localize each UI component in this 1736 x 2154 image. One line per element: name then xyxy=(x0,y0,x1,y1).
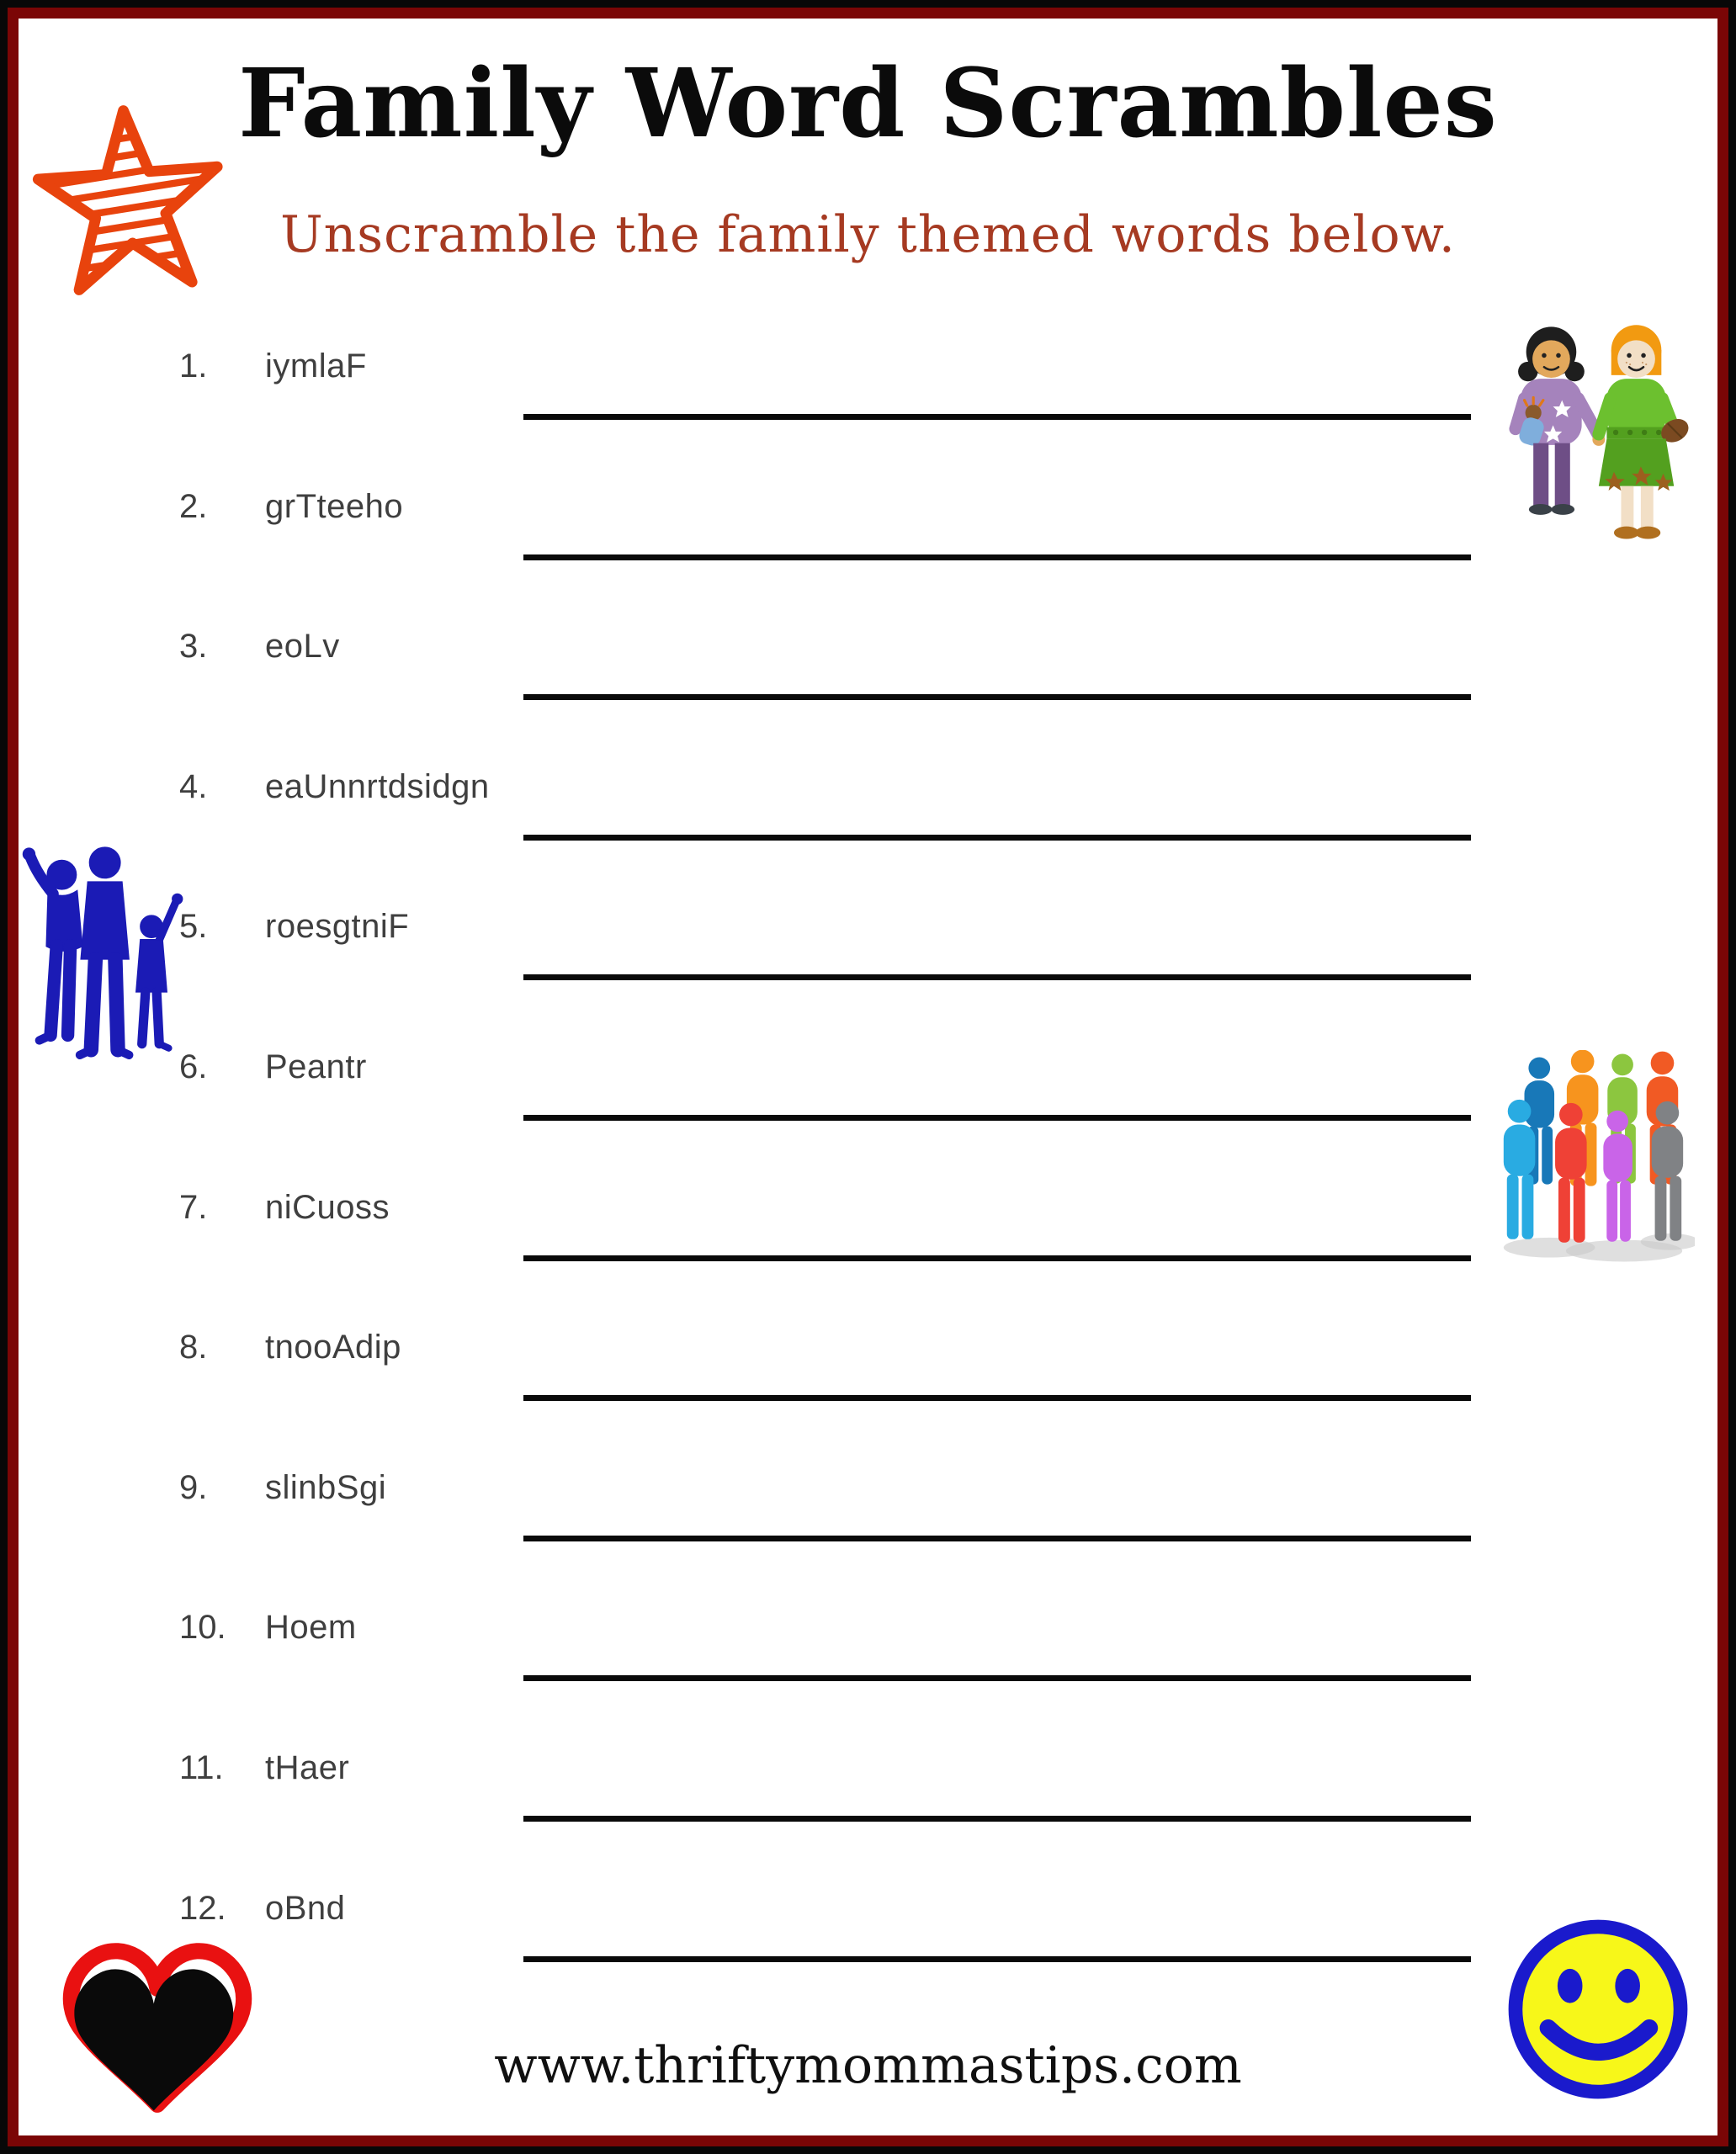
item-number: 11. xyxy=(179,1749,224,1786)
scrambled-word: eaUnnrtdsidgn xyxy=(265,768,490,805)
item-number: 4. xyxy=(179,768,208,805)
scramble-row-6 xyxy=(0,1048,1736,1189)
item-number: 10. xyxy=(179,1609,226,1646)
page-title: Family Word Scrambles xyxy=(238,49,1498,159)
scramble-row-8 xyxy=(0,1329,1736,1469)
scramble-row-7 xyxy=(0,1189,1736,1329)
scrambled-word: grTteeho xyxy=(265,488,404,525)
item-number: 8. xyxy=(179,1329,208,1366)
answer-line xyxy=(523,554,1471,560)
item-number: 9. xyxy=(179,1469,208,1506)
item-number: 2. xyxy=(179,488,208,525)
answer-line xyxy=(523,1115,1471,1121)
item-number: 12. xyxy=(179,1890,226,1927)
scrambled-word: Peantr xyxy=(265,1048,367,1085)
scrambled-word: slinbSgi xyxy=(265,1469,387,1506)
scrambled-word: iymlaF xyxy=(265,348,367,385)
item-number: 6. xyxy=(179,1048,208,1085)
answer-line xyxy=(523,1816,1471,1822)
scramble-row-3 xyxy=(0,628,1736,768)
answer-line xyxy=(523,1675,1471,1681)
answer-line xyxy=(523,1956,1471,1962)
answer-line xyxy=(523,694,1471,700)
answer-line xyxy=(523,1395,1471,1401)
scrambled-word: roesgtniF xyxy=(265,908,410,945)
answer-line xyxy=(523,1536,1471,1541)
sketched-star-icon xyxy=(24,88,234,313)
scramble-row-12 xyxy=(0,1890,1736,2030)
scrambled-word: niCuoss xyxy=(265,1189,390,1226)
item-number: 5. xyxy=(179,908,208,945)
answer-line xyxy=(523,835,1471,841)
scramble-row-10 xyxy=(0,1609,1736,1749)
scramble-row-9 xyxy=(0,1469,1736,1610)
item-number: 7. xyxy=(179,1189,208,1226)
scramble-row-11 xyxy=(0,1749,1736,1890)
page-subtitle: Unscramble the family themed words below. xyxy=(280,205,1456,264)
scramble-row-1 xyxy=(0,348,1736,488)
answer-line xyxy=(523,414,1471,420)
scrambled-word: tHaer xyxy=(265,1749,350,1786)
answer-line xyxy=(523,974,1471,980)
scramble-row-2 xyxy=(0,488,1736,629)
scramble-row-5 xyxy=(0,908,1736,1048)
scramble-row-4 xyxy=(0,768,1736,909)
website-url: www.thriftymommastips.com xyxy=(494,2036,1242,2095)
scrambled-word: eoLv xyxy=(265,628,340,665)
item-number: 1. xyxy=(179,348,208,385)
scrambled-word: Hoem xyxy=(265,1609,357,1646)
scrambled-word: oBnd xyxy=(265,1890,346,1927)
item-number: 3. xyxy=(179,628,208,665)
answer-line xyxy=(523,1255,1471,1261)
scrambled-word: tnooAdip xyxy=(265,1329,401,1366)
